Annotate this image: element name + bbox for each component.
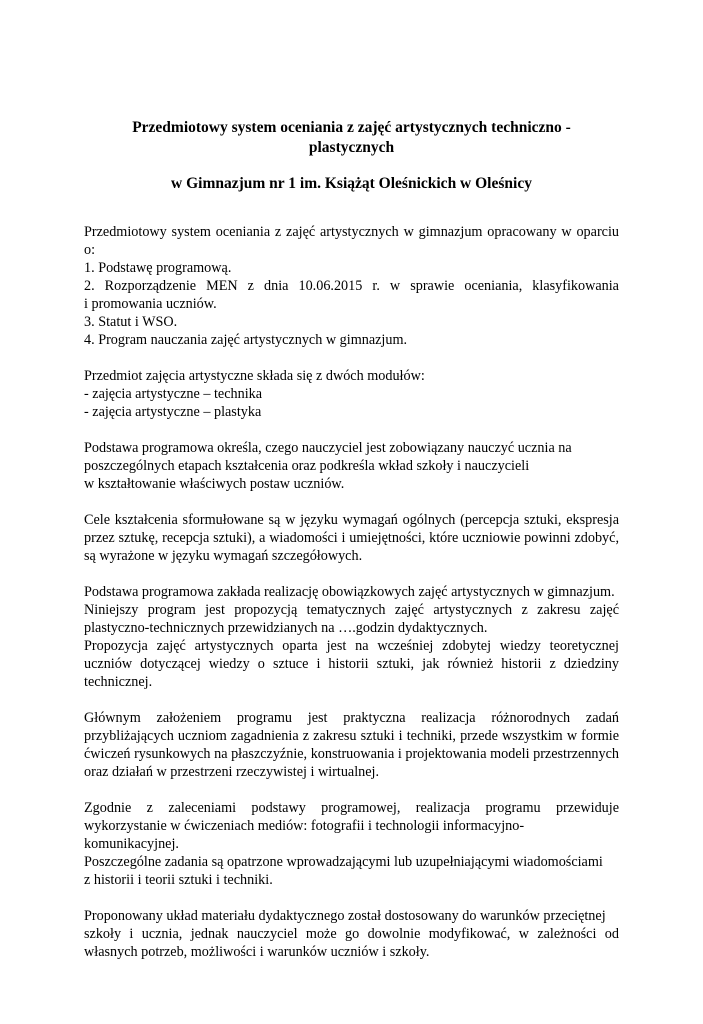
document-subtitle: w Gimnazjum nr 1 im. Książąt Oleśnickich w Oleśnicy xyxy=(171,175,532,192)
paragraph-program xyxy=(84,583,619,691)
paragraph-core xyxy=(84,439,619,493)
text-line: ćwiczeń rysunkowych na płaszczyźnie, konstruowania i projektowania modeli przestrzennych xyxy=(84,746,619,762)
list-item: - zajęcia artystyczne – plastyka xyxy=(84,404,262,420)
list-item: 2. Rozporządzenie MEN z dnia 10.06.2015 r. w sprawie oceniania, klasyfikowania xyxy=(84,278,619,294)
text-line: Niniejszy program jest propozycją tematycznych zajęć artystycznych z zakresu zajęć xyxy=(84,602,619,618)
text-line: o: xyxy=(84,242,96,258)
text-line: Cele kształcenia sformułowane są w języku wymagań ogólnych (percepcja sztuki, ekspresja xyxy=(84,512,619,528)
text-line: w kształtowanie właściwych postaw uczniów. xyxy=(84,476,345,492)
text-line: wykorzystanie w ćwiczeniach mediów: fotografii i technologii informacyjno-komunikacyjnej. xyxy=(84,818,525,852)
text-line: uczniów dotyczącej wiedzy o sztuce i historii sztuki, jak również historii z dziedziny xyxy=(84,656,619,672)
text-line: Przedmiotowy system oceniania z zajęć artystycznych w gimnazjum opracowany w oparciu xyxy=(84,224,619,240)
paragraph-assumption xyxy=(84,709,619,781)
text-line: Proponowany układ materiału dydaktycznego został dostosowany do warunków przeciętnej xyxy=(84,908,606,924)
list-item: - zajęcia artystyczne – technika xyxy=(84,386,263,402)
text-line: przybliżających uczniom zagadnienia z zakresu sztuki i techniki, przede wszystkim w formie xyxy=(84,728,619,744)
paragraph-goals xyxy=(84,511,619,565)
text-line: poszczególnych etapach kształcenia oraz podkreśla wkład szkoły i nauczycieli xyxy=(84,458,530,474)
title-line: plastycznych xyxy=(308,139,395,156)
paragraph-modules xyxy=(84,367,619,421)
text-line: Propozycja zajęć artystycznych oparta jest na wcześniej zdobytej wiedzy teoretycznej xyxy=(84,638,619,654)
paragraph-media xyxy=(84,799,619,889)
text-line: Podstawa programowa określa, czego nauczyciel jest zobowiązany nauczyć ucznia na xyxy=(84,440,572,456)
list-item: 1. Podstawę programową. xyxy=(84,260,232,276)
list-item: 4. Program nauczania zajęć artystycznych w gimnazjum. xyxy=(84,332,408,348)
list-item: 3. Statut i WSO. xyxy=(84,314,178,330)
text-line: technicznej. xyxy=(84,674,153,690)
text-line: własnych potrzeb, możliwości i warunków uczniów i szkoły. xyxy=(84,944,430,960)
text-line: oraz działań w przestrzeni rzeczywistej i wirtualnej. xyxy=(84,764,380,780)
document-title xyxy=(84,118,619,158)
list-item: i promowania uczniów. xyxy=(84,296,217,312)
text-line: Podstawa programowa zakłada realizację obowiązkowych zajęć artystycznych w gimnazjum. xyxy=(84,584,615,600)
text-line: plastyczno-technicznych przewidzianych na ….godzin dydaktycznych. xyxy=(84,620,488,636)
text-line: z historii i teorii sztuki i techniki. xyxy=(84,872,273,888)
text-line: Głównym założeniem programu jest praktyczna realizacja różnorodnych zadań xyxy=(84,710,619,726)
document-body xyxy=(84,223,619,979)
title-line: Przedmiotowy system oceniania z zajęć artystycznych techniczno - xyxy=(132,119,571,136)
text-line: są wyrażone w języku wymagań szczegółowych. xyxy=(84,548,363,564)
paragraph-intro xyxy=(84,223,619,349)
text-line: Poszczególne zadania są opatrzone wprowadzającymi lub uzupełniającymi wiadomościami xyxy=(84,854,603,870)
paragraph-layout xyxy=(84,907,619,961)
text-line: Zgodnie z zaleceniami podstawy programowej, realizacja programu przewiduje xyxy=(84,800,619,816)
text-line: przez sztukę, recepcja sztuki), a wiadomości i umiejętności, które uczniowie powinni zdobyć, xyxy=(84,530,619,546)
text-line: Przedmiot zajęcia artystyczne składa się z dwóch modułów: xyxy=(84,368,425,384)
text-line: szkoły i ucznia, jednak nauczyciel może go dowolnie modyfikować, w zależności od xyxy=(84,926,619,942)
